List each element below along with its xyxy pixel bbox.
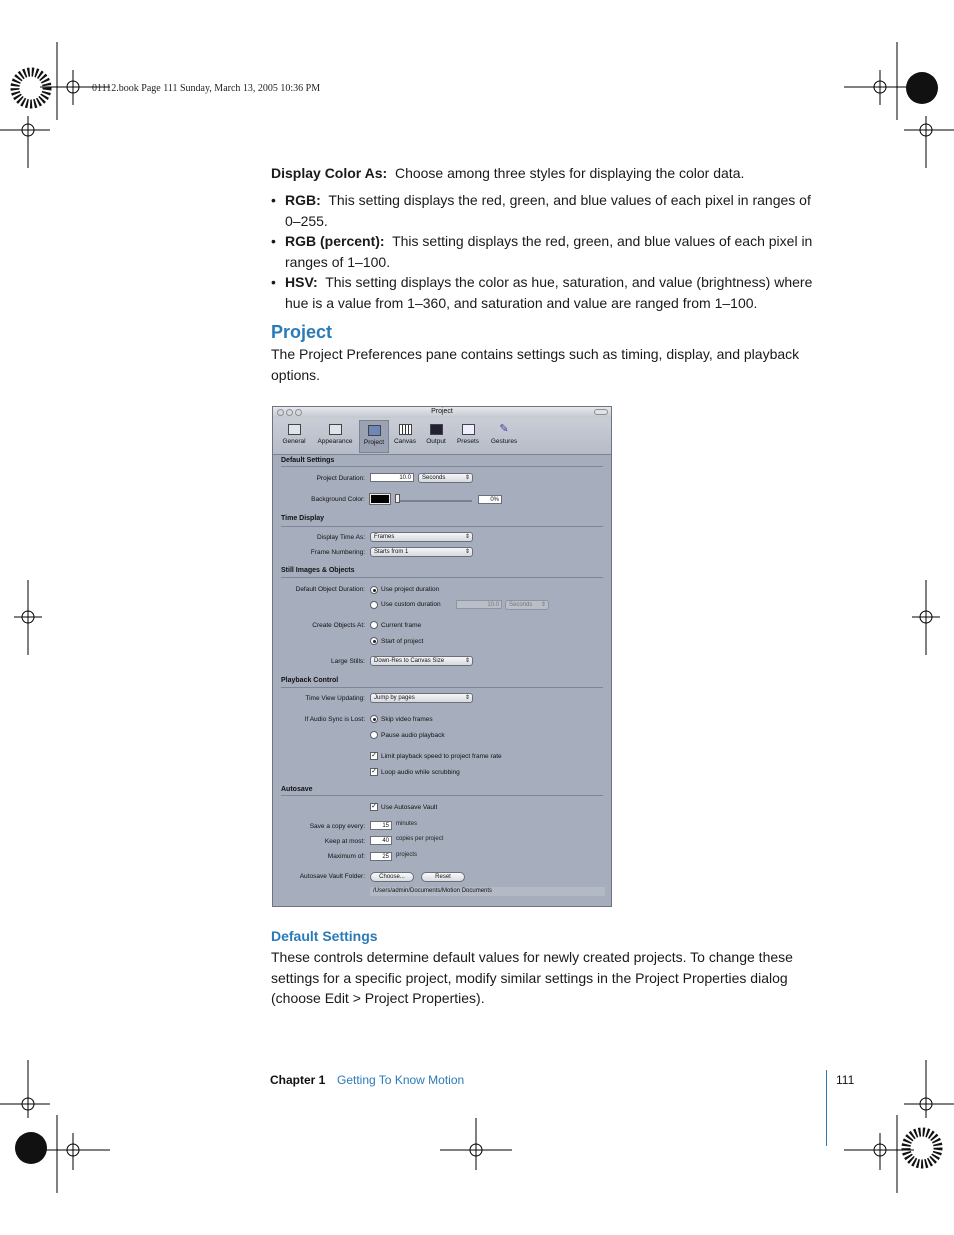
tab-label: Presets [456, 438, 480, 445]
project-duration-unit-popup[interactable]: Seconds ⇕ [418, 473, 473, 483]
current-frame-label: Current frame [381, 622, 422, 629]
use-vault-label: Use Autosave Vault [381, 804, 438, 811]
list-item [271, 272, 823, 313]
vault-path-display: /Users/admin/Documents/Motion Documents [370, 887, 605, 896]
audio-sync-label: If Audio Sync is Lost: [304, 716, 365, 723]
display-time-as-popup[interactable]: Frames ⇕ [370, 532, 473, 542]
section-autosave: Autosave [281, 786, 313, 793]
bullet-text: This setting displays the red, green, and blue values of each pixel in ranges of 0–255. [285, 192, 811, 229]
opacity-slider[interactable] [397, 500, 472, 502]
loop-audio-checkbox[interactable]: ✓ [371, 768, 377, 775]
project-duration-field[interactable]: 10.0 [370, 473, 414, 482]
tab-label: Canvas [393, 438, 417, 445]
skip-video-label: Skip video frames [381, 716, 433, 723]
use-project-duration-radio[interactable] [370, 586, 378, 594]
presets-icon [462, 424, 475, 435]
time-view-label: Time View Updating: [305, 695, 365, 702]
start-of-project-label: Start of project [381, 638, 424, 645]
tab-gestures[interactable] [486, 420, 522, 453]
default-settings-heading: Default Settings [271, 928, 378, 944]
frame-numbering-label: Frame Numbering: [310, 549, 365, 556]
tab-label: Output [426, 438, 446, 445]
project-intro: The Project Preferences pane contains settings such as timing, display, and playback options. [271, 346, 800, 383]
list-item [271, 190, 823, 231]
divider [281, 577, 603, 578]
section-time-display: Time Display [281, 515, 325, 522]
footer-chapter: Chapter 1 [270, 1073, 326, 1087]
tab-label: General [282, 438, 306, 445]
slider-thumb[interactable] [395, 494, 400, 503]
pause-audio-radio[interactable] [370, 731, 378, 739]
large-stills-popup[interactable]: Down-Res to Canvas Size ⇕ [370, 656, 473, 666]
tab-label: Project [363, 439, 385, 446]
bullet-term: HSV: [285, 274, 318, 290]
project-preferences-window [272, 406, 612, 907]
footer-chapter-title: Getting To Know Motion [337, 1073, 465, 1087]
choose-button[interactable]: Choose... [370, 872, 414, 882]
color-style-list [271, 190, 823, 313]
keep-at-most-unit: copies per project [396, 836, 444, 842]
maximum-of-label: Maximum of: [327, 853, 365, 860]
large-stills-label: Large Stills: [331, 658, 365, 665]
general-icon [288, 424, 301, 435]
project-duration-label: Project Duration: [316, 475, 365, 482]
toolbar-toggle-icon[interactable] [594, 409, 608, 415]
gestures-icon: ✎ [499, 423, 509, 435]
divider [281, 795, 603, 796]
footer-divider [826, 1070, 827, 1146]
maximum-of-field[interactable]: 25 [370, 852, 392, 861]
pause-audio-label: Pause audio playback [381, 732, 445, 739]
limit-playback-label: Limit playback speed to project frame rate [381, 753, 502, 760]
create-objects-label: Create Objects At: [312, 622, 365, 629]
page-number: 111 [836, 1073, 855, 1087]
limit-playback-checkbox[interactable]: ✓ [371, 752, 377, 759]
custom-duration-unit-popup[interactable]: Seconds ⇕ [505, 600, 549, 610]
divider [281, 526, 603, 527]
window-title: Project [431, 408, 453, 415]
default-duration-label: Default Object Duration: [295, 586, 365, 593]
opacity-field[interactable]: 0% [478, 495, 502, 504]
tab-output[interactable] [422, 420, 450, 453]
start-of-project-radio[interactable] [370, 637, 378, 645]
display-time-as-label: Display Time As: [316, 534, 365, 541]
display-color-term: Display Color As: [271, 165, 388, 181]
vault-folder-label: Autosave Vault Folder: [299, 873, 365, 880]
print-header: 01112.book Page 111 Sunday, March 13, 2005 10:36 PM [92, 83, 321, 94]
tab-presets[interactable] [453, 420, 483, 453]
project-icon [368, 425, 381, 436]
canvas-icon [399, 424, 412, 435]
divider [281, 466, 603, 467]
section-still-images: Still Images & Objects [281, 567, 355, 574]
output-icon [430, 424, 443, 435]
bullet-text: This setting displays the color as hue, saturation, and value (brightness) where hue is a value from 1–360, and saturation and value are ranged from 1–100. [285, 274, 813, 311]
bullet-term: RGB (percent): [285, 233, 385, 249]
tab-label: Appearance [317, 438, 353, 445]
divider [281, 687, 603, 688]
time-view-popup[interactable]: Jump by pages ⇕ [370, 693, 473, 703]
project-heading: Project [271, 322, 333, 342]
preferences-toolbar [273, 418, 611, 455]
bullet-text: This setting displays the red, green, and blue values of each pixel in ranges of 1–100. [285, 233, 813, 270]
use-custom-duration-label: Use custom duration [381, 601, 441, 608]
keep-at-most-field[interactable]: 40 [370, 836, 392, 845]
maximum-of-unit: projects [396, 852, 418, 858]
save-copy-unit: minutes [396, 821, 418, 827]
list-item [271, 231, 823, 272]
skip-video-radio[interactable] [370, 715, 378, 723]
background-color-swatch[interactable] [370, 494, 390, 504]
keep-at-most-label: Keep at most: [324, 838, 365, 845]
section-default-settings: Default Settings [281, 457, 335, 464]
use-vault-checkbox[interactable]: ✓ [371, 803, 377, 810]
current-frame-radio[interactable] [370, 621, 378, 629]
save-copy-label: Save a copy every: [309, 823, 365, 830]
frame-numbering-popup[interactable]: Starts from 1 ⇕ [370, 547, 473, 557]
tab-label: Gestures [490, 438, 518, 445]
tab-canvas[interactable] [391, 420, 419, 453]
background-color-label: Background Color: [311, 496, 365, 503]
use-custom-duration-radio[interactable] [370, 601, 378, 609]
tab-appearance[interactable] [312, 420, 358, 453]
save-copy-field[interactable]: 15 [370, 821, 392, 830]
bullet-term: RGB: [285, 192, 321, 208]
tab-project[interactable] [359, 420, 389, 453]
reset-button[interactable]: Reset [421, 872, 465, 882]
section-playback-control: Playback Control [281, 677, 339, 684]
display-color-paragraph [271, 163, 826, 184]
use-project-duration-label: Use project duration [381, 586, 440, 593]
custom-duration-field[interactable]: 10.0 [456, 600, 502, 609]
appearance-icon [329, 424, 342, 435]
loop-audio-label: Loop audio while scrubbing [381, 769, 460, 776]
tab-general[interactable] [279, 420, 309, 453]
default-settings-text: These controls determine default values for newly created projects. To change these settings for a specific project, modify similar settings in the Project Properties dialog (choose Edit > Project Properties). [271, 949, 793, 1006]
display-color-desc: Choose among three styles for displaying the color data. [394, 165, 745, 181]
